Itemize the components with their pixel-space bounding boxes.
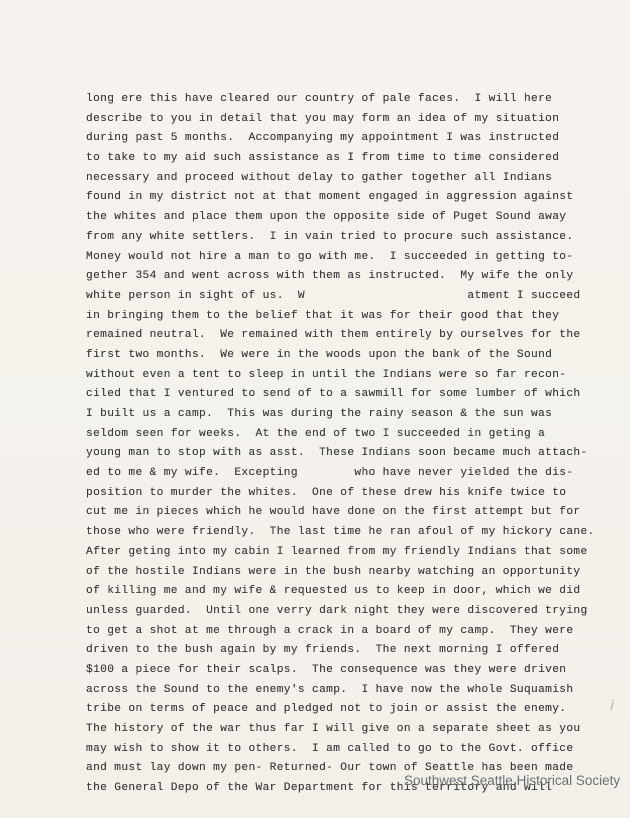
text-line: position to murder the whites. One of these drew his knife twice to — [86, 486, 567, 499]
text-line: $100 a piece for their scalps. The consequence was they were driven — [86, 663, 567, 676]
text-line: necessary and proceed without delay to gather together all Indians — [86, 171, 553, 184]
text-line: during past 5 months. Accompanying my appointment I was instructed — [86, 132, 560, 145]
text-line: long ere this have cleared our country of pale faces. I will here — [86, 93, 553, 105]
archive-watermark: Southwest Seattle Historical Society — [404, 773, 621, 788]
text-line: from any white settlers. I in vain tried to procure such assistance. — [86, 230, 574, 243]
text-line: of killing me and my wife & requested us to keep in door, which we did — [86, 585, 581, 598]
text-line: the whites and place them upon the opposite side of Puget Sound away — [86, 211, 567, 224]
text-line: seldom seen for weeks. At the end of two I succeeded in geting a — [86, 427, 546, 440]
text-line: After geting into my cabin I learned from my friendly Indians that some — [86, 545, 588, 558]
text-line: white person in sight of us. W atment I succeed — [86, 289, 581, 302]
text-line: may wish to show it to others. I am called to go to the Govt. office — [86, 742, 574, 755]
text-line: of the hostile Indians were in the bush nearby watching an opportunity — [86, 565, 581, 578]
text-line: gether 354 and went across with them as instructed. My wife the only — [86, 270, 574, 283]
typed-letter-body — [86, 90, 611, 799]
text-line: to get a shot at me through a crack in a board of my camp. They were — [86, 624, 574, 637]
text-line: in bringing them to the belief that it was for their good that they — [86, 309, 560, 322]
text-line: the General Depo of the War Department for this territory and will — [86, 782, 553, 795]
text-line: remained neutral. We remained with them entirely by ourselves for the — [86, 329, 581, 342]
text-line: driven to the bush again by my friends. The next morning I offered — [86, 644, 560, 657]
text-line: those who were friendly. The last time he ran afoul of my hickory cane. — [86, 526, 595, 539]
text-line: Money would not hire a man to go with me. I succeeded in getting to- — [86, 250, 574, 263]
text-line: and must lay down my pen- Returned- Our town of Seattle has been made — [86, 762, 574, 775]
text-line: The history of the war thus far I will give on a separate sheet as you — [86, 723, 581, 735]
text-line: to take to my aid such assistance as I from time to time considered — [86, 152, 560, 165]
text-line: young man to stop with as asst. These Indians soon became much attach- — [86, 447, 588, 460]
text-line: I built us a camp. This was during the rainy season & the sun was — [86, 408, 553, 420]
text-line: ed to me & my wife. Excepting who have never yielded the dis- — [86, 467, 574, 480]
stray-pencil-mark: ⅰ — [608, 697, 616, 715]
text-line: without even a tent to sleep in until the Indians were so far recon- — [86, 368, 567, 381]
text-line: tribe on terms of peace and pledged not to join or assist the enemy. — [86, 703, 567, 716]
text-line: first two months. We were in the woods upon the bank of the Sound — [86, 348, 553, 361]
text-line: unless guarded. Until one verry dark night they were discovered trying — [86, 604, 588, 617]
text-line: found in my district not at that moment engaged in aggression against — [86, 191, 574, 204]
text-line: describe to you in detail that you may form an idea of my situation — [86, 112, 560, 125]
text-line: ciled that I ventured to send of to a sawmill for some lumber of which — [86, 388, 581, 401]
text-line: cut me in pieces which he would have done on the first attempt but for — [86, 506, 581, 519]
text-line: across the Sound to the enemy's camp. I have now the whole Suquamish — [86, 683, 574, 696]
